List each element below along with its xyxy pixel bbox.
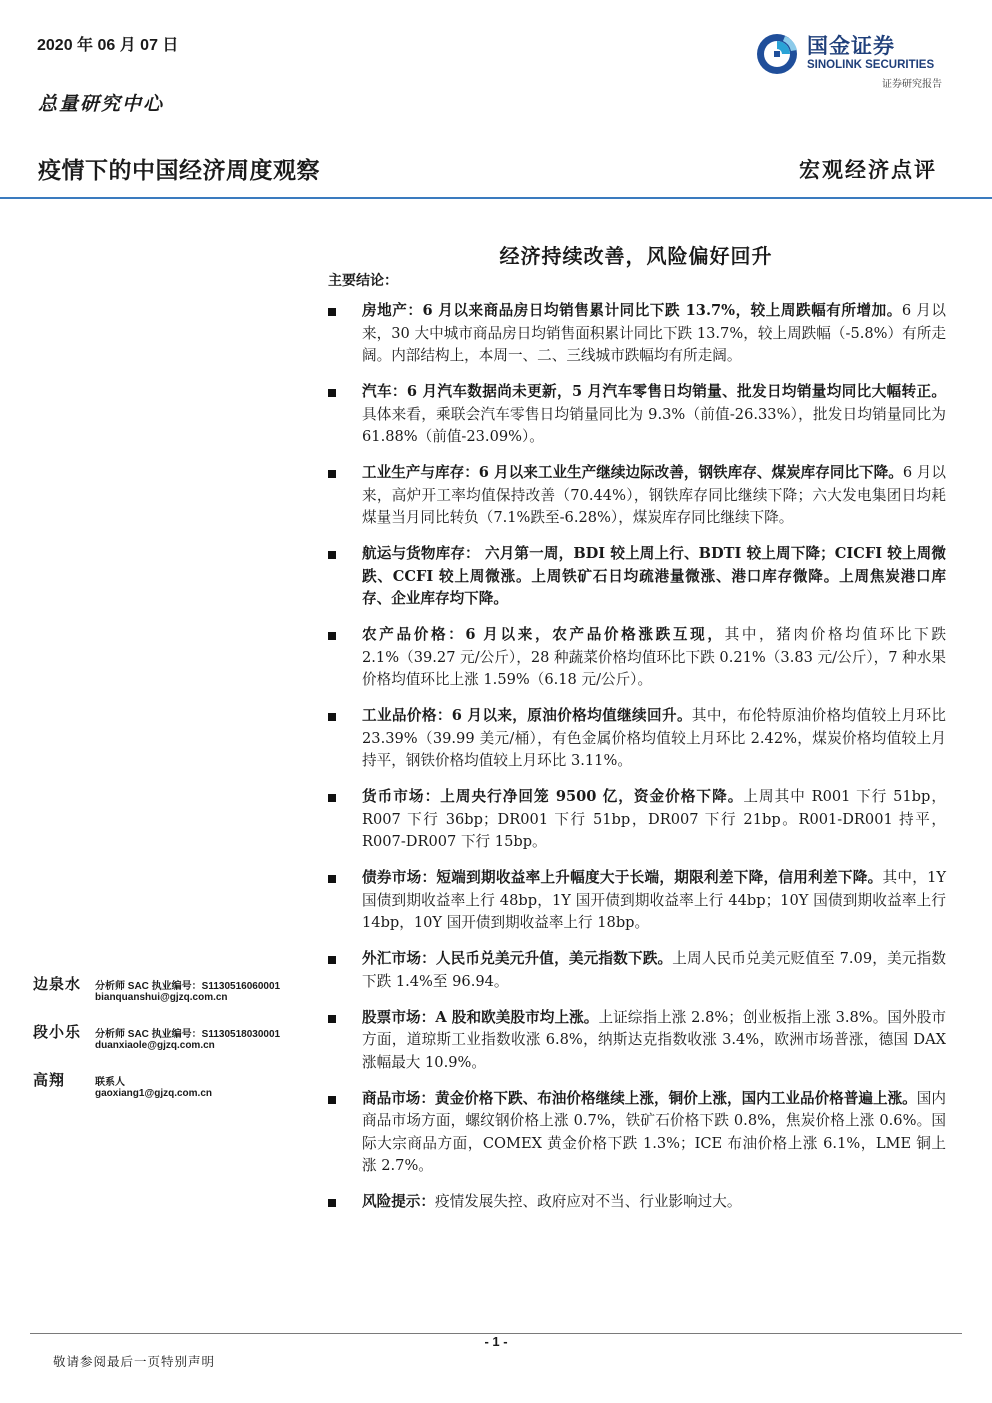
- analyst-list: [33, 973, 313, 1117]
- summary-label: 主要结论：: [328, 273, 398, 289]
- conclusion-body: 其中，猪肉价格均值环比下跌 2.1%（39.27 元/公斤），28 种蔬菜价格均值环比下跌 0.21%（3.83 元/公斤），7 种水果价格均值环比上涨 1.59%（6.18 元/公斤）。: [362, 626, 946, 688]
- conclusion-body: 上周人民币兑美元贬值至 7.09，美元指数下跌 1.4%至 96.94。: [362, 950, 946, 990]
- conclusion-head: 农产品价格：6 月以来，农产品价格涨跌互现，: [362, 626, 725, 643]
- conclusion-item: [326, 381, 946, 449]
- square-bullet-icon: [328, 308, 336, 316]
- analyst-email[interactable]: gaoxiang1@gjzq.com.cn: [95, 1088, 212, 1099]
- conclusion-body: 其中，1Y 国债到期收益率上行 48bp，1Y 国开债到期收益率上行 44bp；10Y 国债到期收益率上行 14bp，10Y 国开债到期收益率上行 18bp。: [362, 869, 946, 931]
- header-divider: [0, 197, 992, 199]
- conclusion-head: 工业生产与库存：6 月以来工业生产继续边际改善，钢铁库存、煤炭库存同比下降。: [362, 464, 903, 481]
- square-bullet-icon: [328, 794, 336, 802]
- conclusion-body: 上周其中 R001 下行 51bp，R007 下行 36bp；DR001 下行 51bp，DR007 下行 21bp。R001-DR001 持平，R007-DR007 下行 15bp。: [362, 788, 947, 850]
- analyst-role: 分析师 SAC 执业编号：S1130518030001: [95, 1029, 281, 1040]
- square-bullet-icon: [328, 632, 336, 640]
- square-bullet-icon: [328, 1015, 336, 1023]
- analyst-role: 联系人: [95, 1077, 125, 1088]
- sinolink-logo-icon: [755, 32, 799, 76]
- conclusion-body: 具体来看，乘联会汽车零售日均销量同比为 9.3%（前值-26.33%），批发日均销量同比为 61.88%（前值-23.09%）。: [362, 405, 946, 445]
- conclusion-body: 疫情发展失控、政府应对不当、行业影响过大。: [434, 1193, 742, 1210]
- conclusion-item: [326, 867, 946, 935]
- headline: 经济持续改善，风险偏好回升: [499, 244, 773, 268]
- conclusion-item: [326, 786, 946, 854]
- analyst-entry: [33, 973, 313, 1021]
- analyst-name: 高翔: [33, 1071, 66, 1089]
- conclusion-item: [326, 624, 946, 692]
- square-bullet-icon: [328, 470, 336, 478]
- conclusion-item: [326, 462, 946, 530]
- page-number: - 1 -: [484, 1334, 508, 1349]
- conclusion-item: [326, 948, 946, 993]
- analyst-email[interactable]: duanxiaole@gjzq.com.cn: [95, 1040, 215, 1051]
- analyst-role: 分析师 SAC 执业编号：S1130516060001: [95, 981, 281, 992]
- conclusion-body: 上证综指上涨 2.8%；创业板指上涨 3.8%。国外股市方面，道琼斯工业指数收涨 6.8%，纳斯达克指数收涨 3.4%，欧洲市场普涨，德国 DAX 涨幅最大 10.9%。: [362, 1008, 946, 1071]
- department-name: 总量研究中心: [38, 93, 165, 115]
- conclusion-item: [326, 543, 946, 611]
- report-date: 2020 年 06 月 07 日: [37, 37, 179, 54]
- disclaimer-note: 敬请参阅最后一页特别声明: [53, 1354, 216, 1369]
- analyst-name: 边泉水: [33, 975, 82, 993]
- conclusion-head: 汽车：6 月汽车数据尚未更新，5 月汽车零售日均销量、批发日均销量均同比大幅转正。: [362, 383, 946, 400]
- conclusion-item: [326, 705, 946, 773]
- logo-chinese-name: 国金证券: [807, 34, 895, 58]
- square-bullet-icon: [328, 1096, 336, 1104]
- conclusion-item: [326, 1191, 946, 1214]
- conclusion-item: [326, 300, 946, 368]
- conclusion-body: 6 月以来，30 大中城市商品房日均销售面积累计同比下跌 13.7%，较上周跌幅（-5.8%）有所走阔。内部结构上，本周一、二、三线城市跌幅均有所走阔。: [362, 302, 946, 364]
- conclusion-head: 货币市场：上周央行净回笼 9500 亿，资金价格下降。: [362, 788, 744, 805]
- conclusions-list: [326, 300, 946, 1227]
- conclusion-body: 国内商品市场方面，螺纹钢价格上涨 0.7%，铁矿石价格下跌 0.8%，焦炭价格上涨 0.6%。国际大宗商品方面，COMEX 黄金价格下跌 1.3%；ICE 布油价格上涨 6.1%，LME 铜上涨 2.7%。: [362, 1089, 946, 1174]
- conclusion-head: 房地产：6 月以来商品房日均销售累计同比下跌 13.7%，较上周跌幅有所增加。: [362, 302, 902, 319]
- logo-subtitle: 证券研究报告: [882, 79, 942, 90]
- square-bullet-icon: [328, 551, 336, 559]
- analyst-email[interactable]: bianquanshui@gjzq.com.cn: [95, 992, 228, 1003]
- conclusion-head: 航运与货物库存： 六月第一周，BDI 较上周上行、BDTI 较上周下降；CICFI 较上周微跌、CCFI 较上周微涨。上周铁矿石日均疏港量微涨、港口库存微降。上周焦炭港口库存、企业库存均下降。: [362, 545, 946, 607]
- conclusion-item: [326, 1007, 946, 1075]
- analyst-entry: [33, 1069, 313, 1117]
- square-bullet-icon: [328, 875, 336, 883]
- conclusion-head: 债券市场：短端到期收益率上升幅度大于长端，期限利差下降，信用利差下降。: [362, 869, 883, 886]
- report-title: 疫情下的中国经济周度观察: [38, 158, 320, 184]
- company-logo: [755, 30, 950, 90]
- conclusion-item: [326, 1088, 946, 1178]
- square-bullet-icon: [328, 389, 336, 397]
- conclusion-head: 风险提示：: [362, 1193, 435, 1210]
- square-bullet-icon: [328, 956, 336, 964]
- conclusion-head: 股票市场：A 股和欧美股市均上涨。: [362, 1008, 599, 1026]
- analyst-entry: [33, 1021, 313, 1069]
- conclusion-head: 工业品价格：6 月以来，原油价格均值继续回升。: [362, 707, 692, 724]
- analyst-name: 段小乐: [33, 1023, 82, 1041]
- conclusion-head: 商品市场：黄金价格下跌、布油价格继续上涨，铜价上涨，国内工业品价格普遍上涨。: [362, 1089, 917, 1107]
- conclusion-body: 6 月以来，高炉开工率均值保持改善（70.44%），钢铁库存同比继续下降；六大发电集团日均耗煤量当月同比转负（7.1%跌至-6.28%），煤炭库存同比继续下降。: [362, 464, 946, 526]
- logo-english-name: SINOLINK SECURITIES: [807, 59, 935, 71]
- conclusion-body: 其中，布伦特原油价格均值较上月环比 23.39%（39.99 美元/桶），有色金属价格均值较上月环比 2.42%，煤炭价格均值较上月持平，钢铁价格均值较上月环比 3.11%。: [362, 707, 946, 769]
- square-bullet-icon: [328, 713, 336, 721]
- conclusion-head: 外汇市场：人民币兑美元升值，美元指数下跌。: [362, 950, 673, 967]
- square-bullet-icon: [328, 1199, 336, 1207]
- report-type: 宏观经济点评: [799, 157, 937, 182]
